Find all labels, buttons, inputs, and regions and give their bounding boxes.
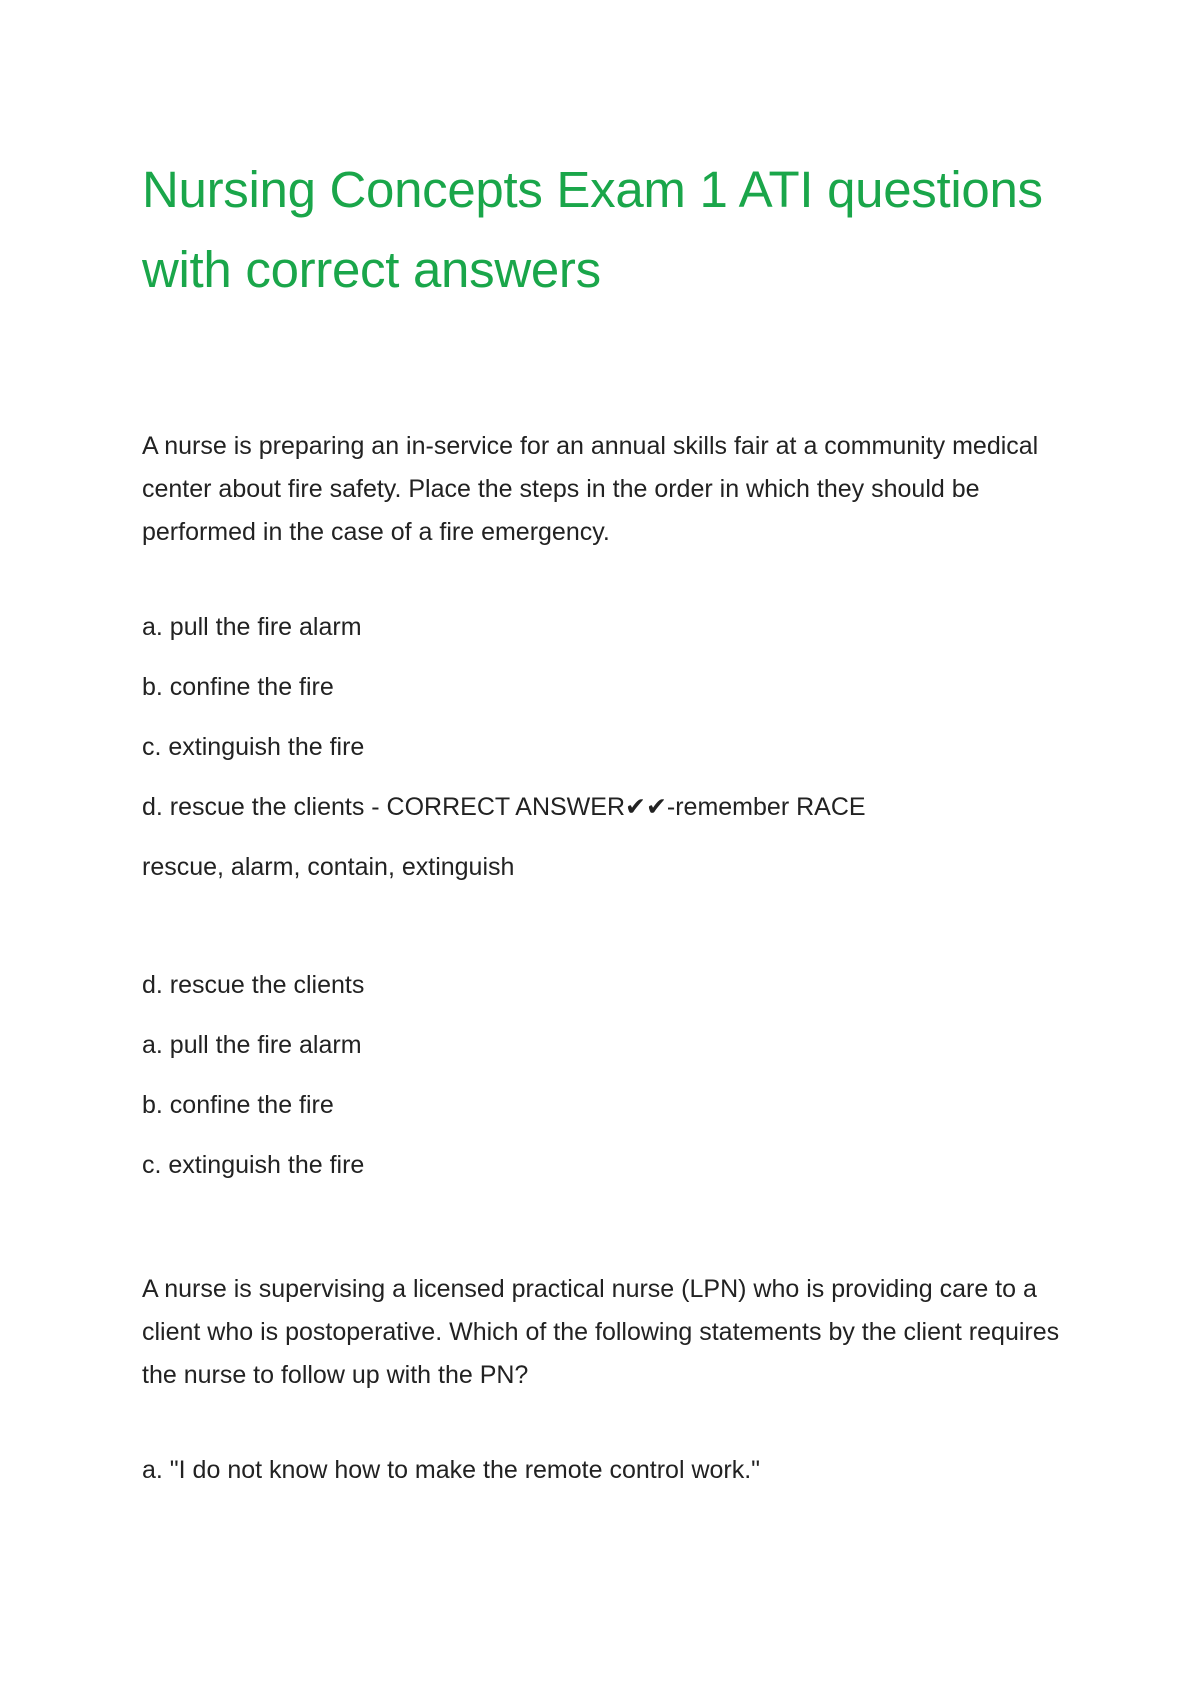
option-d-correct-answer: d. rescue the clients - CORRECT ANSWER✔✔-remember RACE — [142, 793, 866, 821]
question-2-stem: A nurse is supervising a licensed practical nurse (LPN) who is providing care to a client who is postoperative. Which of the following statements by the client requires the nurse to follow up with the PN? — [142, 1275, 1060, 1389]
option-a: a. "I do not know how to make the remote control work." — [142, 1456, 761, 1484]
document-content — [142, 150, 1072, 1513]
race-mnemonic: rescue, alarm, contain, extinguish — [142, 853, 515, 881]
option-a: a. pull the fire alarm — [142, 613, 362, 641]
question-2-options — [142, 1453, 1072, 1513]
answer-step-4: c. extinguish the fire — [142, 1151, 365, 1179]
question-1-options — [142, 610, 1072, 910]
answer-step-3: b. confine the fire — [142, 1091, 334, 1119]
question-1-answer-order — [142, 968, 1072, 1208]
option-b: b. confine the fire — [142, 673, 334, 701]
answer-step-1: d. rescue the clients — [142, 971, 365, 999]
answer-step-2: a. pull the fire alarm — [142, 1031, 362, 1059]
document-title: Nursing Concepts Exam 1 ATI questions with correct answers — [142, 161, 1043, 298]
question-1-stem: A nurse is preparing an in-service for an annual skills fair at a community medical center about fire safety. Place the steps in the order in which they should be performed in the case of a fire emergency. — [142, 432, 1039, 546]
option-c: c. extinguish the fire — [142, 733, 365, 761]
